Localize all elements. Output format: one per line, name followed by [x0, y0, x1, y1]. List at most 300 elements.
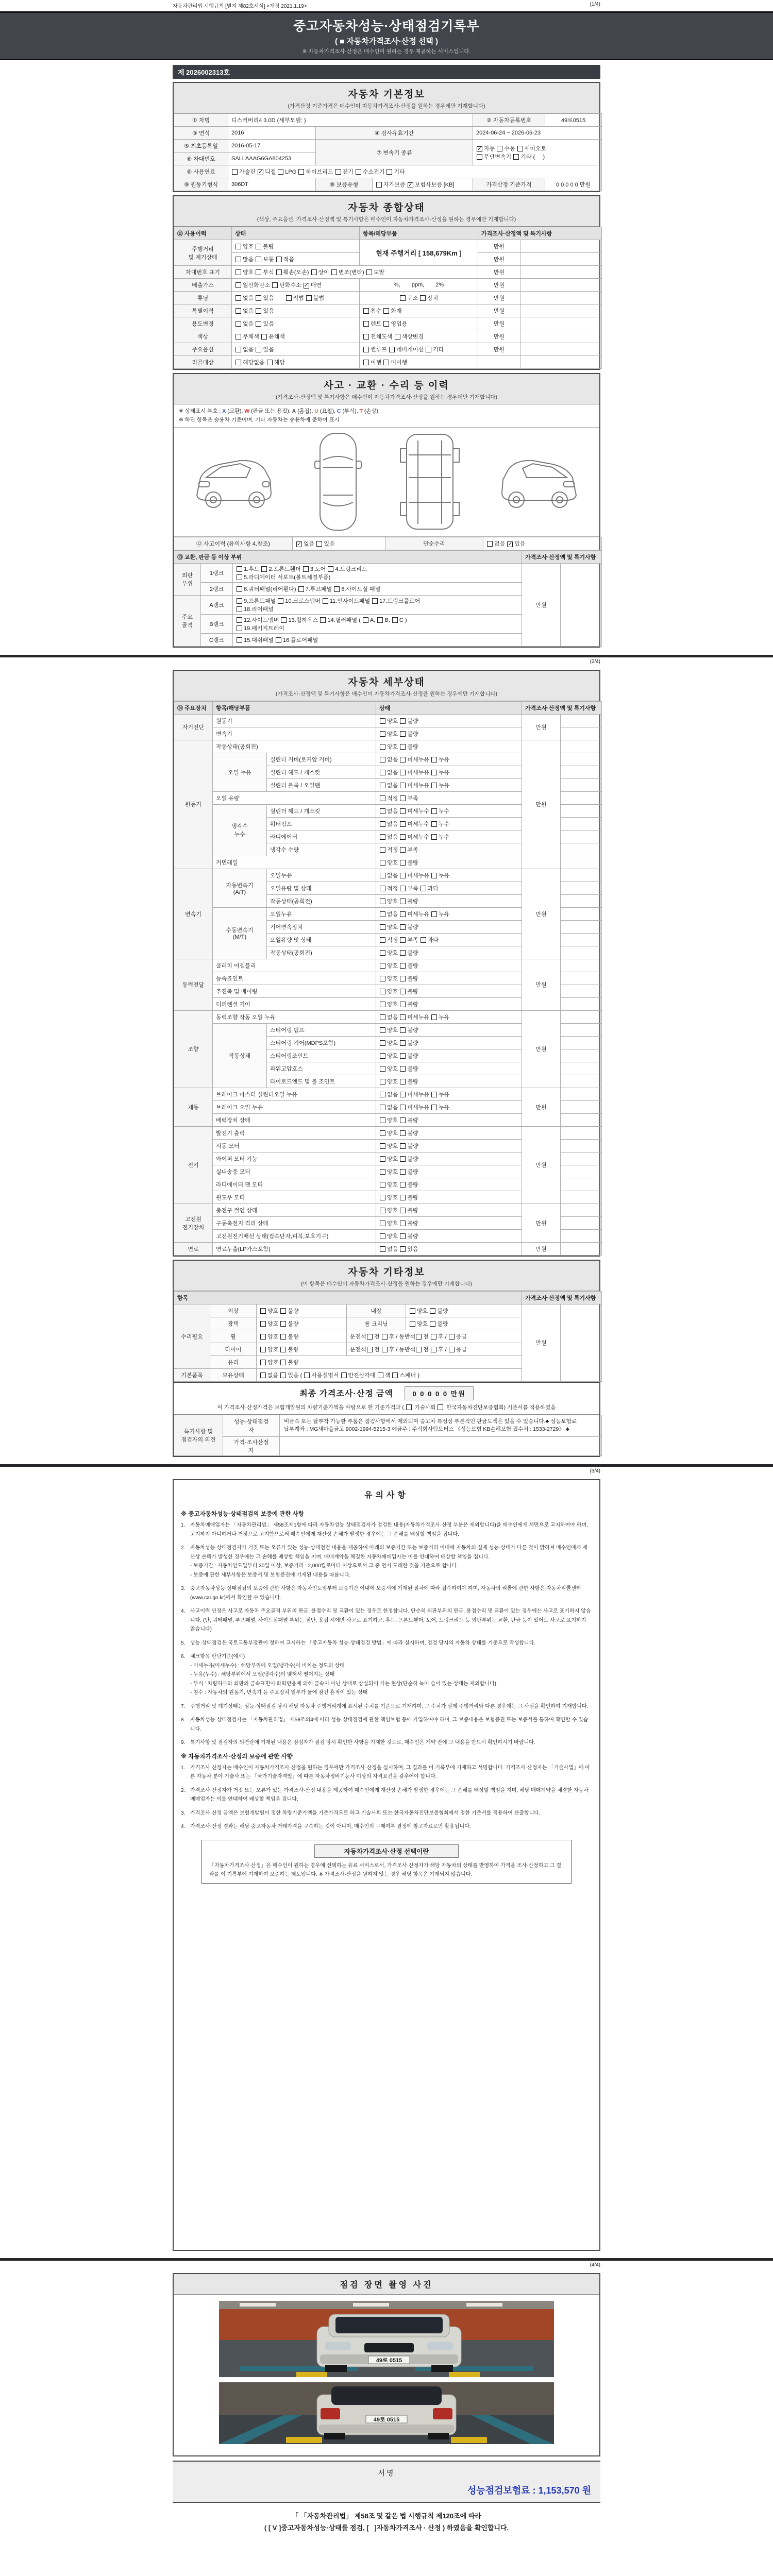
checkbox[interactable] [380, 808, 385, 814]
cell: 실내송풍 모터 [213, 1165, 376, 1178]
checkbox[interactable] [380, 873, 385, 878]
checkbox[interactable] [400, 1014, 406, 1020]
checkbox[interactable] [380, 744, 385, 750]
checkbox[interactable] [400, 731, 406, 737]
notice-text: 자동차매매업자는 「자동차관리법」 제58조제1항에 따라 자동차성능·상태점검자가 점검한 내용(자동차가격조사·산정 부분은 제외합니다)을 매수인에게 서면으로 고지하여야 하며, 고지하지 아니하거나 거짓으로 고지함으로써 매수인에게 재산상 손해가 발생한 경우에는 그 손해를 배상할 책임을 집니다. [190, 1522, 588, 1537]
value-simple-repair: 없음 ✓ 있음 [483, 537, 602, 550]
checkbox[interactable] [431, 1105, 437, 1110]
checkbox[interactable] [400, 860, 406, 866]
checkbox[interactable] [487, 541, 493, 547]
cell: 작동상태(공회전) [267, 946, 376, 959]
option-cell: 적정 부족 [376, 791, 522, 804]
cell: 오일누유 [267, 907, 376, 920]
table-row [174, 330, 602, 343]
option-cell: 양호 불량 [376, 1036, 522, 1049]
checkbox[interactable] [400, 1053, 406, 1059]
checkbox[interactable] [380, 1182, 385, 1188]
checkbox[interactable] [431, 1014, 437, 1020]
cell: 수동변속기 (M/T) [213, 907, 267, 959]
checkbox[interactable] [430, 1321, 435, 1327]
checkbox[interactable] [380, 1105, 385, 1110]
checkbox[interactable] [400, 821, 406, 827]
checkbox-checked[interactable]: ✓ [508, 540, 513, 547]
checkbox[interactable] [383, 321, 389, 327]
checkbox[interactable] [306, 295, 312, 301]
checkbox[interactable] [380, 1092, 385, 1097]
checkbox[interactable] [380, 731, 385, 737]
checkbox[interactable] [380, 924, 385, 930]
car-diagram-front-quarter [187, 430, 284, 533]
cell [561, 1191, 602, 1204]
checkbox[interactable] [400, 976, 406, 981]
checkbox[interactable] [377, 617, 383, 623]
checkbox[interactable] [260, 1372, 266, 1378]
option-cell: 양호 불량 [376, 997, 522, 1010]
checkbox[interactable] [400, 989, 406, 994]
checkbox[interactable] [477, 154, 482, 160]
checkbox[interactable] [380, 1246, 385, 1252]
cell: 실린더 블록 / 오일팬 [267, 778, 376, 791]
notice-item [181, 1652, 592, 1698]
checkbox[interactable] [237, 586, 242, 592]
checkbox[interactable] [323, 598, 328, 604]
checkbox[interactable] [380, 1233, 385, 1239]
cell [561, 1165, 602, 1178]
checkbox[interactable] [380, 757, 385, 762]
cell: ⑥ 차대번호 [174, 152, 228, 165]
checkbox[interactable] [237, 574, 242, 580]
basic-section-title: 자동차 기본정보 [348, 89, 425, 100]
checkbox[interactable] [237, 566, 242, 572]
checkbox[interactable] [400, 924, 406, 930]
checkbox[interactable] [380, 1117, 385, 1123]
opinion-table [174, 1415, 602, 1456]
cell: 오일유량 및 상태 [267, 933, 376, 946]
cell: 시동 모터 [213, 1139, 376, 1152]
cell [561, 997, 602, 1010]
checkbox[interactable] [237, 617, 242, 623]
cell: 가격·조사산정 자 [223, 1437, 280, 1456]
detail-section-header [174, 671, 599, 701]
checkbox[interactable] [400, 1208, 406, 1213]
checkbox[interactable] [237, 598, 242, 604]
checkbox[interactable] [400, 847, 406, 853]
cell: 동력조향 작동 오일 누유 [213, 1010, 376, 1023]
checkbox[interactable] [380, 847, 385, 853]
checkbox[interactable] [380, 911, 385, 917]
checkbox[interactable] [380, 1169, 385, 1175]
checkbox[interactable] [400, 757, 406, 762]
checkbox[interactable] [276, 257, 282, 262]
cell: 휠 [210, 1330, 257, 1343]
checkbox[interactable] [380, 886, 385, 891]
checkbox[interactable] [363, 617, 368, 623]
checkbox[interactable] [380, 1079, 385, 1084]
checkbox[interactable] [382, 1334, 388, 1340]
cell [520, 253, 602, 266]
checkbox[interactable] [272, 282, 278, 288]
checkbox-checked[interactable]: ✓ [304, 282, 309, 289]
checkbox[interactable] [426, 347, 431, 352]
checkbox[interactable] [303, 566, 309, 572]
cell: 가격조사·산정액 및 특기사항 [522, 1291, 602, 1304]
cell: 타이로드엔드 및 볼 조인트 [267, 1075, 376, 1088]
checkbox[interactable] [431, 1347, 436, 1352]
cell [561, 869, 602, 882]
checkbox[interactable] [311, 269, 317, 275]
checkbox[interactable] [400, 1233, 406, 1239]
final-price-label: 최종 가격조사·산정 금액 [299, 1389, 393, 1398]
cell: 타이어 [210, 1343, 257, 1355]
option-cell: 없음 미세누유 누유 [376, 1100, 522, 1113]
checkbox[interactable] [304, 1372, 310, 1378]
checkbox[interactable] [316, 541, 322, 547]
checkbox[interactable] [261, 566, 267, 572]
cell [520, 343, 602, 356]
checkbox[interactable] [380, 821, 385, 827]
checkbox[interactable] [236, 282, 241, 288]
checkbox[interactable] [400, 1105, 406, 1110]
checkbox[interactable] [236, 257, 241, 262]
cell: 만원 [478, 330, 520, 343]
checkbox[interactable] [298, 586, 304, 592]
checkbox[interactable] [380, 1221, 385, 1226]
checkbox[interactable] [236, 347, 241, 352]
checkbox[interactable] [380, 718, 385, 724]
notices-list-1 [181, 1521, 592, 1748]
checkbox[interactable] [256, 269, 261, 275]
checkbox[interactable] [380, 1027, 385, 1033]
checkbox[interactable] [286, 295, 292, 301]
checkbox[interactable] [237, 637, 242, 643]
checkbox[interactable] [400, 1169, 406, 1175]
checkbox[interactable] [400, 1246, 406, 1252]
page-marker-2: (2/4) [590, 658, 600, 665]
checkbox[interactable] [256, 321, 261, 327]
checkbox[interactable] [421, 886, 426, 891]
cell: ⑬ 교환, 판금 등 이상 부위 [174, 550, 522, 563]
checkbox[interactable] [256, 295, 261, 301]
checkbox-checked[interactable]: ✓ [258, 169, 263, 175]
checkbox[interactable] [236, 308, 241, 314]
checkbox[interactable] [400, 1182, 406, 1188]
checkbox[interactable] [431, 1334, 436, 1340]
checkbox[interactable] [400, 1066, 406, 1072]
checkbox[interactable] [400, 1130, 406, 1136]
option-cell: 전체도색 색상변경 [360, 330, 478, 343]
checkbox[interactable] [380, 1053, 385, 1059]
checkbox[interactable] [380, 963, 385, 969]
checkbox[interactable] [392, 617, 398, 623]
checkbox[interactable] [237, 606, 242, 612]
option-cell: 일산화탄소 탄화수소 ✓ 매연 [232, 279, 360, 292]
table-row [174, 1010, 602, 1023]
signature-area[interactable] [173, 2461, 600, 2503]
checkbox[interactable] [400, 950, 406, 956]
checkbox[interactable] [383, 308, 389, 314]
checkbox[interactable] [400, 963, 406, 969]
checkbox[interactable] [410, 1321, 415, 1327]
checkbox[interactable] [400, 1143, 406, 1149]
option-cell: 구조 장치 [360, 292, 478, 304]
checkbox[interactable] [236, 321, 241, 327]
checkbox[interactable] [400, 744, 406, 750]
checkbox[interactable] [260, 1308, 266, 1314]
checkbox[interactable] [382, 1347, 388, 1352]
table-row [174, 1126, 602, 1139]
checkbox[interactable] [236, 334, 241, 340]
misc-section-title: 자동차 기타정보 [348, 1266, 425, 1278]
checkbox[interactable] [410, 1308, 415, 1314]
cell: ⑤ 최초등록일 [174, 140, 228, 152]
option-cell: 양호 불량 [376, 1049, 522, 1062]
notice-item [181, 1607, 592, 1634]
document-number: 제 2026002313호 [173, 65, 600, 79]
checkbox[interactable] [431, 911, 437, 917]
option-cell: 양호 불량 [376, 894, 522, 907]
checkbox[interactable] [431, 783, 437, 788]
checkbox[interactable] [400, 1040, 406, 1046]
checkbox[interactable] [380, 1040, 385, 1046]
checkbox[interactable] [267, 360, 273, 365]
page-marker-3: (3/4) [590, 1468, 600, 1475]
cell: 만원 [478, 343, 520, 356]
checkbox[interactable] [236, 269, 241, 275]
checkbox[interactable] [430, 1308, 435, 1314]
cell: 충전구 절연 상태 [213, 1204, 376, 1216]
checkbox[interactable] [383, 360, 389, 365]
checkbox[interactable] [380, 1208, 385, 1213]
checkbox[interactable] [276, 637, 281, 643]
checkbox[interactable] [497, 146, 502, 151]
cell: 전기 [174, 1126, 213, 1204]
checkbox[interactable] [400, 873, 406, 878]
cell [561, 985, 602, 997]
table-row [174, 740, 602, 753]
checkbox[interactable] [421, 937, 426, 943]
checkbox[interactable] [380, 770, 385, 775]
checkbox-checked[interactable]: ✓ [477, 145, 482, 152]
cell: 만원 [522, 1126, 561, 1204]
cell: ⑩ 보증유형 [316, 178, 373, 191]
table-row [174, 714, 602, 727]
checkbox[interactable] [400, 1079, 406, 1084]
checkbox[interactable] [416, 1347, 422, 1352]
checkbox[interactable] [400, 718, 406, 724]
checkbox[interactable] [280, 1321, 286, 1327]
checkbox[interactable] [431, 757, 437, 762]
cell [561, 856, 602, 869]
checkbox[interactable] [280, 1308, 286, 1314]
cell: 외판 부위 [174, 563, 201, 595]
checkbox[interactable] [256, 308, 261, 314]
checkbox[interactable] [400, 770, 406, 775]
basic-info-table [174, 113, 602, 191]
checkbox[interactable] [334, 586, 340, 592]
checkbox[interactable] [420, 295, 426, 301]
checkbox[interactable] [328, 566, 333, 572]
checkbox[interactable] [376, 182, 382, 188]
checkbox[interactable] [367, 1334, 373, 1340]
cell: ④ 검사유효기간 [316, 127, 473, 140]
checkbox[interactable] [400, 1195, 406, 1200]
checkbox[interactable] [372, 598, 378, 604]
cell: 스티어링 기어(MDPS포함) [267, 1036, 376, 1049]
checkbox[interactable] [378, 1372, 383, 1378]
checkbox[interactable] [386, 169, 392, 175]
checkbox[interactable] [380, 783, 385, 788]
checkbox[interactable] [380, 1014, 385, 1020]
checkbox[interactable] [400, 1221, 406, 1226]
checkbox[interactable] [400, 1002, 406, 1007]
checkbox[interactable] [400, 808, 406, 814]
detail-state-table [174, 701, 602, 1256]
checkbox[interactable] [260, 1321, 266, 1327]
checkbox[interactable] [380, 795, 385, 801]
checkbox[interactable] [380, 834, 385, 840]
checkbox[interactable] [380, 899, 385, 904]
checkbox[interactable] [276, 269, 282, 275]
checkbox[interactable] [366, 269, 372, 275]
checkbox[interactable] [449, 1334, 455, 1340]
checkbox[interactable] [431, 808, 437, 814]
checkbox[interactable] [380, 1130, 385, 1136]
option-cell: 15.대쉬패널 16.플로어패널 [233, 633, 522, 646]
option-cell: 양호 불량 [376, 1023, 522, 1036]
checkbox[interactable] [335, 169, 341, 175]
checkbox[interactable] [400, 1156, 406, 1162]
checkbox[interactable] [517, 146, 523, 151]
cell [561, 1139, 602, 1152]
notice-item [181, 1764, 592, 1782]
cell: 만원 [522, 714, 561, 740]
checkbox[interactable] [400, 834, 406, 840]
checkbox[interactable] [400, 783, 406, 788]
checkbox[interactable] [400, 886, 406, 891]
checkbox[interactable] [400, 295, 406, 301]
checkbox[interactable] [438, 1404, 443, 1410]
checkbox[interactable] [237, 625, 242, 631]
checkbox[interactable] [298, 169, 304, 175]
option-cell: 양호 불량 [376, 1113, 522, 1126]
checkbox[interactable] [431, 770, 437, 775]
cell: 특기사항 및 점검자의 의견 [174, 1415, 223, 1456]
checkbox[interactable] [431, 873, 437, 878]
checkbox[interactable] [356, 169, 361, 175]
checkbox[interactable] [341, 1372, 347, 1378]
checkbox[interactable] [380, 937, 385, 943]
checkbox[interactable] [256, 257, 261, 262]
checkbox[interactable] [280, 1360, 286, 1365]
checkbox[interactable] [280, 1334, 286, 1340]
checkbox[interactable] [363, 308, 369, 314]
checkbox[interactable] [236, 360, 241, 365]
checkbox[interactable] [363, 347, 369, 352]
notice-text: 가격조사·산정 금액은 보험개발원이 정한 차량기준가액을 기준가격으로 하고 기술사회 또는 한국자동차진단보증협회에서 정한 기준서를 적용하여 산출합니다. [190, 1810, 541, 1816]
checkbox[interactable] [431, 1092, 437, 1097]
checkbox[interactable] [400, 899, 406, 904]
checkbox[interactable] [320, 617, 326, 623]
notice-item [181, 1544, 592, 1580]
option-cell: 없음 있음 ( 사용설명서 안전삼각대 잭 스패너 ) [257, 1368, 522, 1381]
checkbox[interactable] [513, 154, 519, 160]
checkbox[interactable] [232, 169, 238, 175]
checkbox[interactable] [281, 617, 287, 623]
checkbox[interactable] [363, 321, 369, 327]
checkbox[interactable] [260, 1347, 266, 1352]
checkbox[interactable] [392, 1372, 398, 1378]
checkbox[interactable] [280, 1372, 286, 1378]
checkbox[interactable] [431, 821, 437, 827]
cell: 가격산정 기준가격 [473, 178, 545, 191]
checkbox[interactable] [380, 976, 385, 981]
checkbox[interactable] [449, 1347, 455, 1352]
checkbox[interactable] [400, 1092, 406, 1097]
checkbox[interactable] [400, 1117, 406, 1123]
cell: 고전원전기배선 상태(접속단자,피복,보호기구) [213, 1229, 376, 1242]
checkbox[interactable] [380, 860, 385, 866]
value-warranty-type: 자가보증 ✓ 보험사보증 [KB] [373, 178, 473, 191]
cell [520, 304, 602, 317]
checkbox[interactable] [363, 360, 369, 365]
checkbox[interactable] [256, 347, 261, 352]
checkbox[interactable] [416, 1334, 422, 1340]
checkbox[interactable] [400, 937, 406, 943]
checkbox[interactable] [260, 1334, 266, 1340]
checkbox[interactable] [256, 244, 261, 249]
checkbox[interactable] [400, 795, 406, 801]
checkbox[interactable] [380, 1195, 385, 1200]
cell: 성능·상태점검 자 [223, 1415, 280, 1437]
checkbox[interactable] [380, 1002, 385, 1007]
checkbox[interactable] [236, 244, 241, 249]
checkbox[interactable] [406, 1404, 412, 1410]
checkbox[interactable] [280, 1347, 286, 1352]
checkbox[interactable] [395, 334, 400, 340]
insurance-fee: 성능점검보험료 : 1,153,570 원 [467, 2485, 591, 2496]
checkbox[interactable] [380, 989, 385, 994]
checkbox[interactable] [389, 347, 395, 352]
table-row [174, 959, 602, 972]
option-cell: 양호 불량 [406, 1304, 522, 1317]
checkbox[interactable] [367, 1347, 373, 1352]
checkbox[interactable] [380, 1156, 385, 1162]
checkbox[interactable] [400, 911, 406, 917]
table-row [174, 343, 602, 356]
checkbox[interactable] [380, 1066, 385, 1072]
page-separator-2 [0, 655, 773, 670]
checkbox[interactable] [380, 1143, 385, 1149]
inspector-opinion: 비금속 또는 탈부착 가능한 부품은 점검사항에서 제외되며 중고차 특성상 부분적인 판금도색은 있을 수 있습니다.♣ 성능보험료 납부계좌 : MG새마을금고 9002-1994-5215-3 예금주 : 주식회사팀모터스 《성능보험 KB손해보험 접수처 : 1533-2729》 ♣ [280, 1415, 602, 1437]
checkbox[interactable] [431, 834, 437, 840]
checkbox[interactable] [278, 169, 283, 175]
checkbox[interactable] [363, 334, 369, 340]
checkbox-checked[interactable]: ✓ [297, 540, 302, 547]
cell: 원동기 [213, 714, 376, 727]
checkbox[interactable] [278, 598, 283, 604]
checkbox-checked[interactable]: ✓ [408, 182, 413, 188]
cell [561, 714, 602, 727]
cell: %, ppm, 2% [360, 279, 478, 292]
cell: 오일 누유 [213, 753, 267, 791]
checkbox[interactable] [261, 334, 267, 340]
label-simple-repair: 단순수리 [385, 537, 483, 550]
checkbox[interactable] [260, 1360, 266, 1365]
checkbox[interactable] [380, 950, 385, 956]
checkbox[interactable] [236, 295, 241, 301]
checkbox[interactable] [400, 1027, 406, 1033]
checkbox[interactable] [331, 269, 337, 275]
